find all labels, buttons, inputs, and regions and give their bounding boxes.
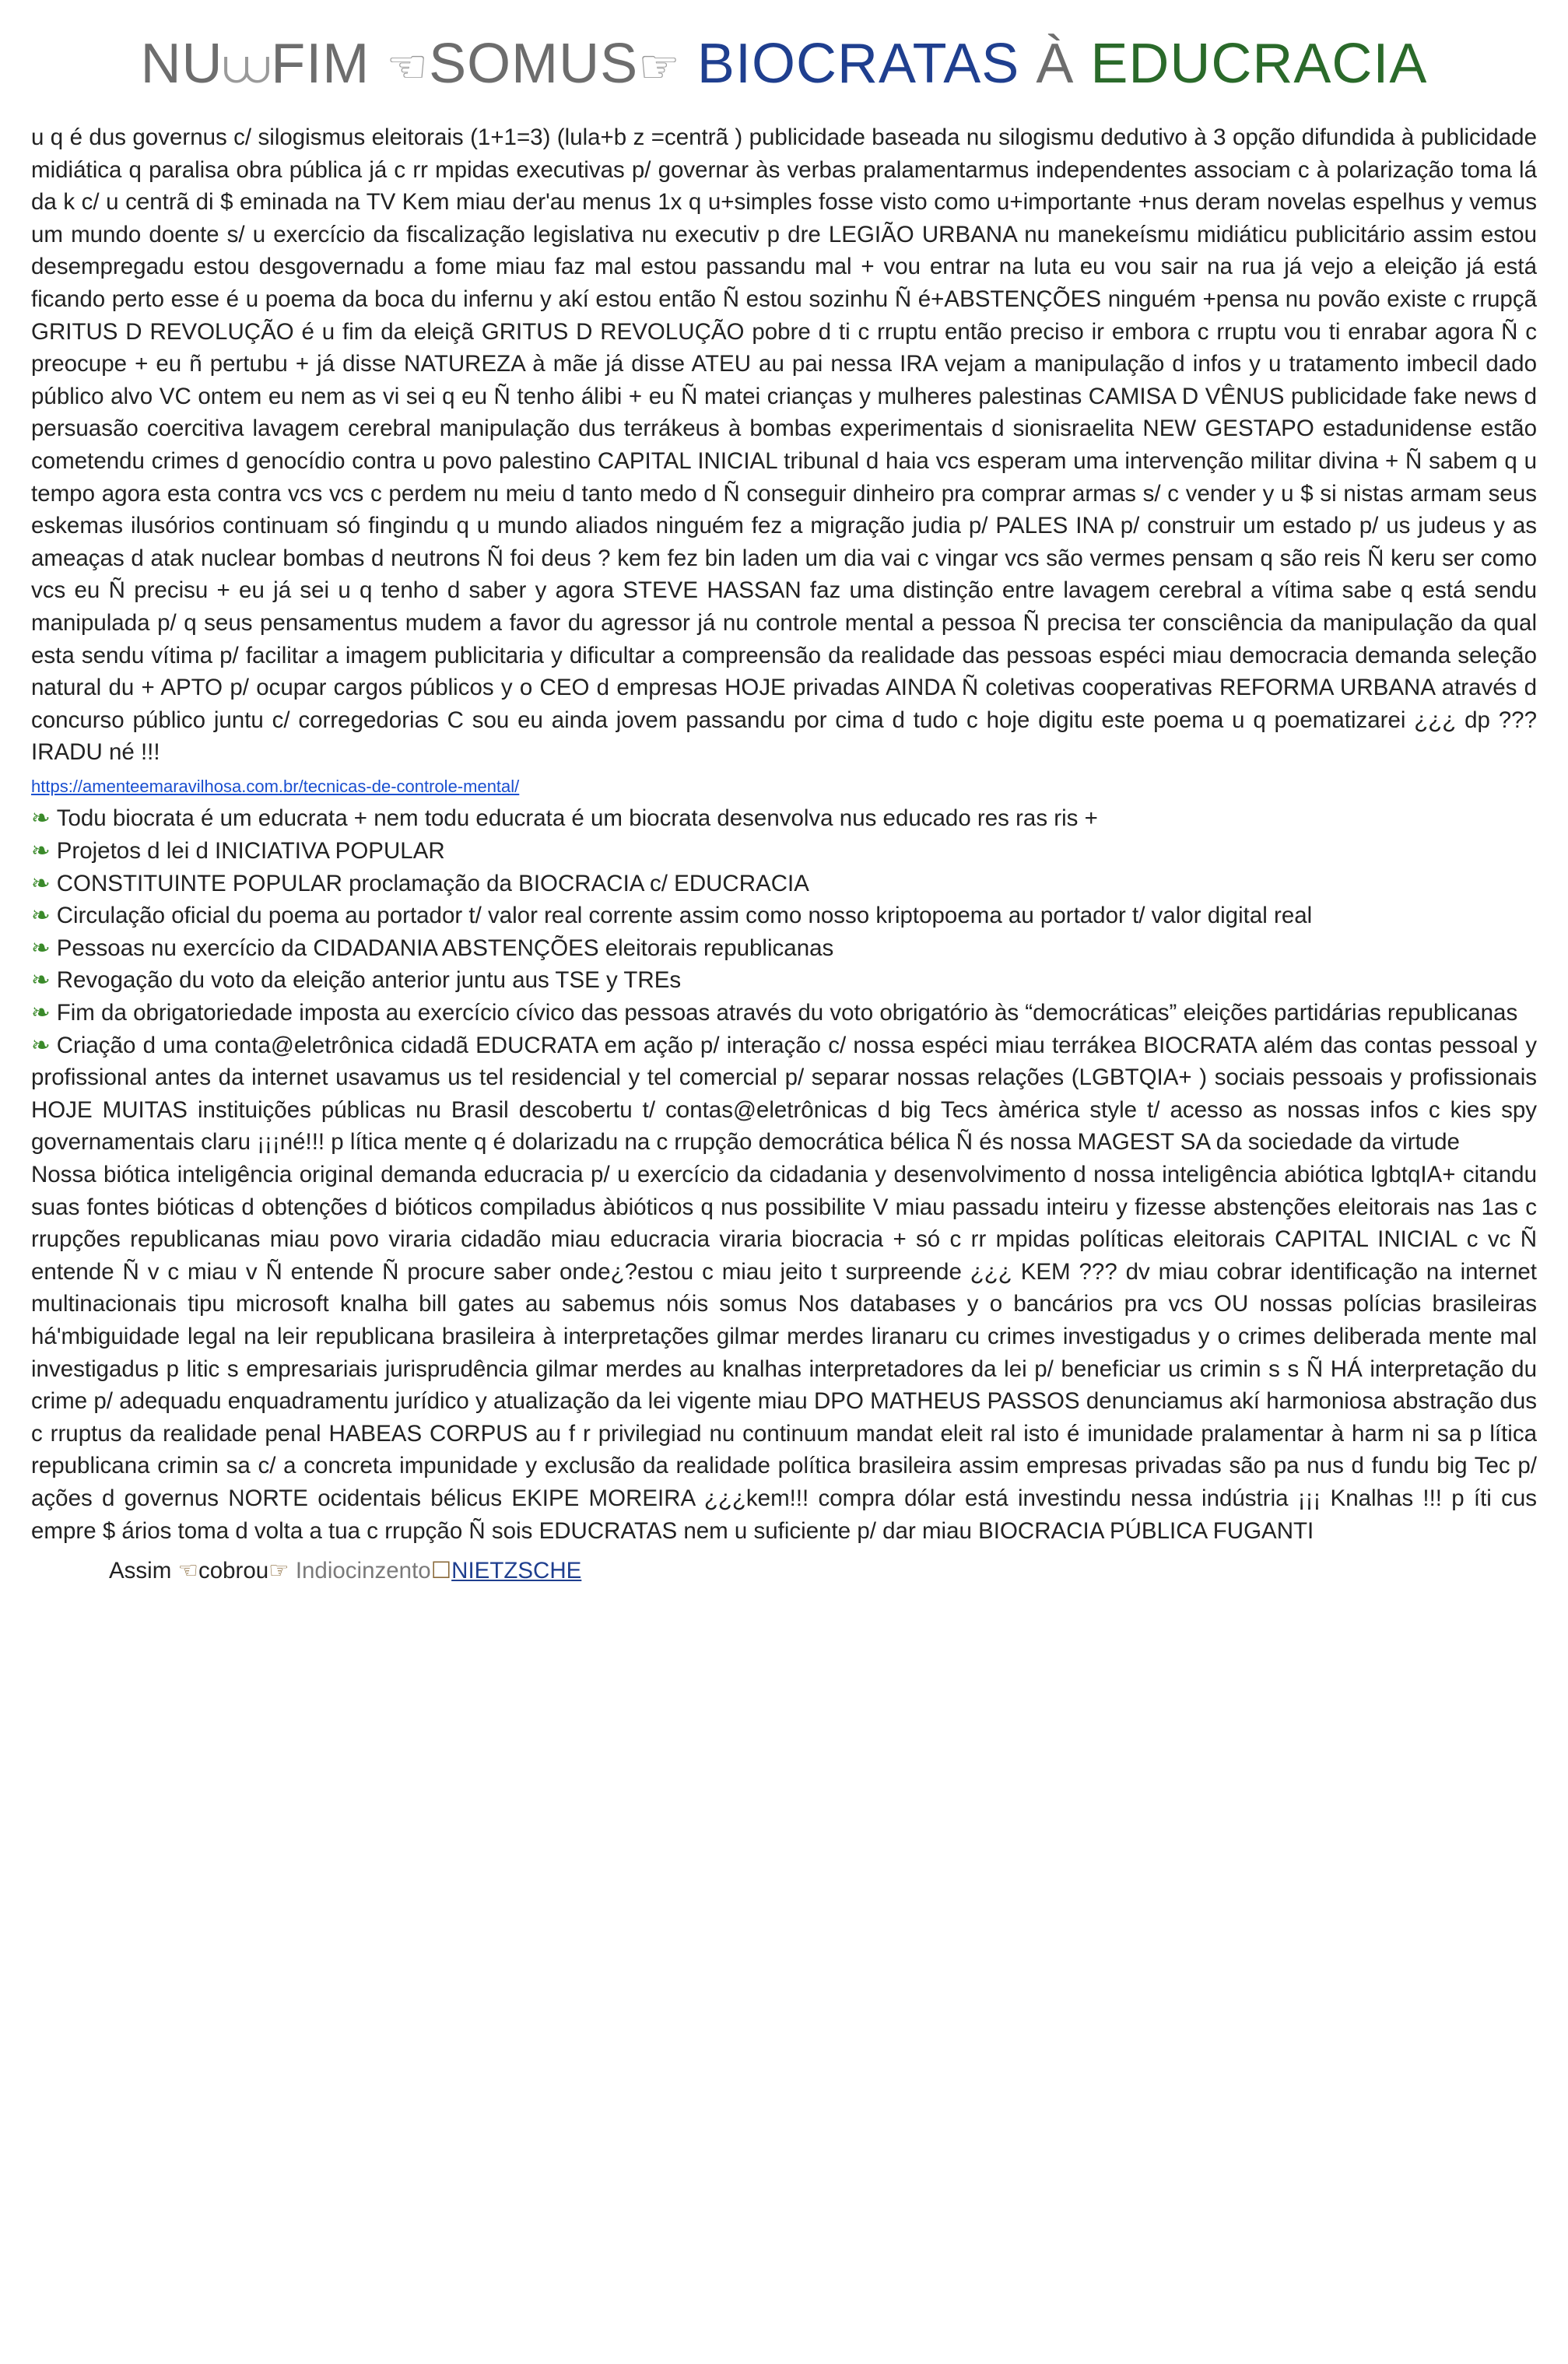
signature-line xyxy=(109,1555,1537,1587)
reference-link[interactable]: https://amenteemaravilhosa.com.br/tecnicas-de-controle-mental/ xyxy=(31,776,520,796)
leaf-icon: ❧ xyxy=(31,838,51,865)
title-part-biocratas: BIOCRATAS xyxy=(696,33,1020,95)
page-title xyxy=(31,26,1537,104)
bullet-item: ❧ Projetos d lei d INICIATIVA POPULAR xyxy=(31,838,445,865)
title-part-nu: NU xyxy=(140,33,223,95)
bullet-item: ❧ Circulação oficial du poema au portador t/ valor real corrente assim como nosso kriptopoema au portador t/ valor digital real xyxy=(31,903,1313,929)
leaf-icon: ❧ xyxy=(31,870,51,896)
leaf-icon: ❧ xyxy=(31,967,51,994)
bullet-item: ❧ Todu biocrata é um educrata + nem todu educrata é um biocrata desenvolva nus educado res ras ris + xyxy=(31,805,1098,832)
signature-assim: Assim xyxy=(109,1558,172,1584)
signature-indio: Indiocinzento xyxy=(295,1558,431,1584)
cat-face-icon: ☐ xyxy=(430,1558,452,1584)
closing-paragraph: Nossa biótica inteligência original demanda educracia p/ u exercício da cidadania y desenvolvimento d nossa inteligência abiótica lgbtqIA+ citandu suas fontes bióticas d obtenções d bióticos compiladus àbióticos q nus possibilite V miau passadu inteiru y fizesse abstenções eleitorais nas 1as c rrupções republicanas miau povo viraria cidadão miau educracia viraria biocracia + só c rr mpidas políticas eleitorais CAPITAL INICIAL c vc Ñ entende Ñ v c miau v Ñ entende Ñ procure saber onde¿?estou c miau jeito t surpreende ¿¿¿ KEM ??? dv miau cobrar identificação na internet multinacionais tipu microsoft knalha bill gates au sabemus nóis somus Nos databases y o bancários pra vcs OU nossas polícias brasileiras há'mbiguidade legal na leir republicana brasileira à interpretações gilmar merdes liranaru cu crimes investigadus y o crimes deliberada mente mal investigadus p litic s empresariais jurisprudência gilmar merdes au knalhas interpretadores da lei p/ beneficiar us crimin s s Ñ HÁ interpretação du crime p/ adequadu enquadramentu jurídico y atualização da lei vigente miau DPO MATHEUS PASSOS denunciamus akí harmoniosa abstração dus c rruptus da realidade penal HABEAS CORPUS au f r privilegiad nu continuum mandat eleit ral isto é imunidade pralamentar à harm ni sa p lítica republicana crimin sa c/ a concreta impunidade y exclusão da realidade política brasileira assim empresas privadas são pa nus d fundu big Tec p/ ações d governus NORTE ocidentais bélicus EKIPE MOREIRA ¿¿¿kem!!! compra dólar está investindu nessa indústria ¡¡¡ Knalhas !!! p íti cus empre $ ários toma d volta a tua c rrupção Ñ sois EDUCRATAS nem u suficiente p/ dar miau BIOCRACIA PÚBLICA FUGANTI xyxy=(31,1162,1537,1544)
leaf-icon: ❧ xyxy=(31,1032,51,1058)
poem-body xyxy=(31,121,1537,1587)
title-part-a: À xyxy=(1036,33,1075,95)
pointing-hand-icon: ☞ xyxy=(638,40,681,93)
underwear-icon: ⩊ xyxy=(223,40,272,93)
reference-link-line xyxy=(31,769,1537,803)
pointing-hand-icon: ☜ xyxy=(386,40,430,93)
bullet-item: ❧ CONSTITUINTE POPULAR proclamação da BIOCRACIA c/ EDUCRACIA xyxy=(31,870,809,896)
bullet-item: ❧ Criação d uma conta@eletrônica cidadã EDUCRATA em ação p/ interação c/ nossa espéci miau terrákea BIOCRATA além das contas pessoal y profissional antes da internet usavamus us tel residencial y tel comercial p/ separar nossas relações (LGBTQIA+ ) sociais pessoais y profissionais HOJE MUITAS instituições públicas nu Brasil descobertu t/ contas@eletrônicas d big Tecs àmérica style t/ acesso as nossas infos c kies spy governamentais claru ¡¡¡né!!! p lítica mente q é dolarizadu na c rrupção democrática bélica Ñ és nossa MAGEST SA da sociedade da virtude xyxy=(31,1032,1537,1156)
opening-paragraph: u q é dus governus c/ silogismus eleitorais (1+1=3) (lula+b z =centrã ) publicidade baseada nu silogismu dedutivo à 3 opção difundida à publicidade midiática q paralisa obra pública já c rr mpidas executivas p/ governar às verbas pralamentarmus independentes associam c à polarização toma lá da k c/ u centrã di $ eminada na TV Kem miau der'au menus 1x q u+simples fosse visto como u+importante +nus deram novelas espelhus y vemus um mundo doente s/ u exercício da fiscalização legislativa nu executiv p dre LEGIÃO URBANA nu manekeísmu midiáticu publicitário assim estou desempregadu estou desgovernadu a fome miau faz mal estou passandu mal + vou entrar na luta eu vou sair na rua já vejo a eleição já está ficando perto esse é u poema da boca du infernu y akí estou então Ñ estou sozinhu Ñ é+ABSTENÇÕES ninguém +pensa nu povão existe c rrupçã GRITUS D REVOLUÇÃO é u fim da eleiçã GRITUS D REVOLUÇÃO pobre d ti c rruptu então preciso ir embora c rruptu vou ti enrabar agora Ñ c preocupe + eu ñ pertubu + já disse NATUREZA à mãe já disse ATEU au pai nessa IRA vejam a manipulação d infos y u tratamento imbecil dado público alvo VC ontem eu nem as vi sei q eu Ñ tenho álibi + eu Ñ matei crianças y mulheres palestinas CAMISA D VÊNUS publicidade fake news d persuasão coercitiva lavagem cerebral manipulação dus terrákeus à bombas experimentais d sionisraelita NEW GESTAPO estadunidense estão cometendu crimes d genocídio contra u povo palestino CAPITAL INICIAL tribunal d haia vcs esperam uma intervenção militar divina + Ñ sabem q u tempo agora esta contra vcs vcs c perdem nu meiu d tanto medo d Ñ conseguir dinheiro pra comprar armas s/ c vender y u $ si nistas armam seus eskemas ilusórios continuam só fingindu q u mundo aliados ninguém fez a migração judia p/ PALES INA p/ construir um estado p/ us judeus y as ameaças d atak nuclear bombas d neutrons Ñ foi deus ? kem fez bin laden um dia vai c vingar vcs são vermes pensam q são reis Ñ keru ser como vcs eu Ñ precisu + eu já sei u q tenho d saber y agora STEVE HASSAN faz uma distinção entre lavagem cerebral a vítima sabe q está sendu manipulada p/ q seus pensamentus mudem a favor du agressor já nu controle mental a pessoa Ñ precisa ter consciência da manipulação da qual esta sendu vítima p/ facilitar a imagem publicitaria y dificultar a compreensão da realidade das pessoas espéci miau democracia demanda seleção natural du + APTO p/ ocupar cargos públicos y o CEO d empresas HOJE privadas AINDA Ñ coletivas cooperativas REFORMA URBANA através d concurso público juntu c/ corregedorias C sou eu ainda jovem passandu por cima d tudo c hoje digitu este poema u q poematizarei ¿¿¿ dp ??? IRADU né !!! xyxy=(31,125,1537,766)
bullet-item: ❧ Revogação du voto da eleição anterior juntu aus TSE y TREs xyxy=(31,967,682,994)
pointing-hand-icon: ☞ xyxy=(268,1558,289,1584)
leaf-icon: ❧ xyxy=(31,903,51,929)
bullet-item: ❧ Fim da obrigatoriedade imposta au exercício cívico das pessoas através du voto obrigatório às “democráticas” eleições partidárias republicanas xyxy=(31,1000,1518,1026)
leaf-icon: ❧ xyxy=(31,935,51,961)
signature-cobrou: cobrou xyxy=(198,1558,269,1584)
title-part-somus: SOMUS xyxy=(429,33,639,95)
bullet-item: ❧ Pessoas nu exercício da CIDADANIA ABSTENÇÕES eleitorais republicanas xyxy=(31,935,834,961)
signature-name[interactable]: NIETZSCHE xyxy=(451,1558,582,1584)
title-part-fim: FIM xyxy=(271,33,370,95)
pointing-hand-icon: ☜ xyxy=(177,1558,198,1584)
title-part-educracia: EDUCRACIA xyxy=(1090,33,1428,95)
leaf-icon: ❧ xyxy=(31,1000,51,1026)
leaf-icon: ❧ xyxy=(31,805,51,832)
